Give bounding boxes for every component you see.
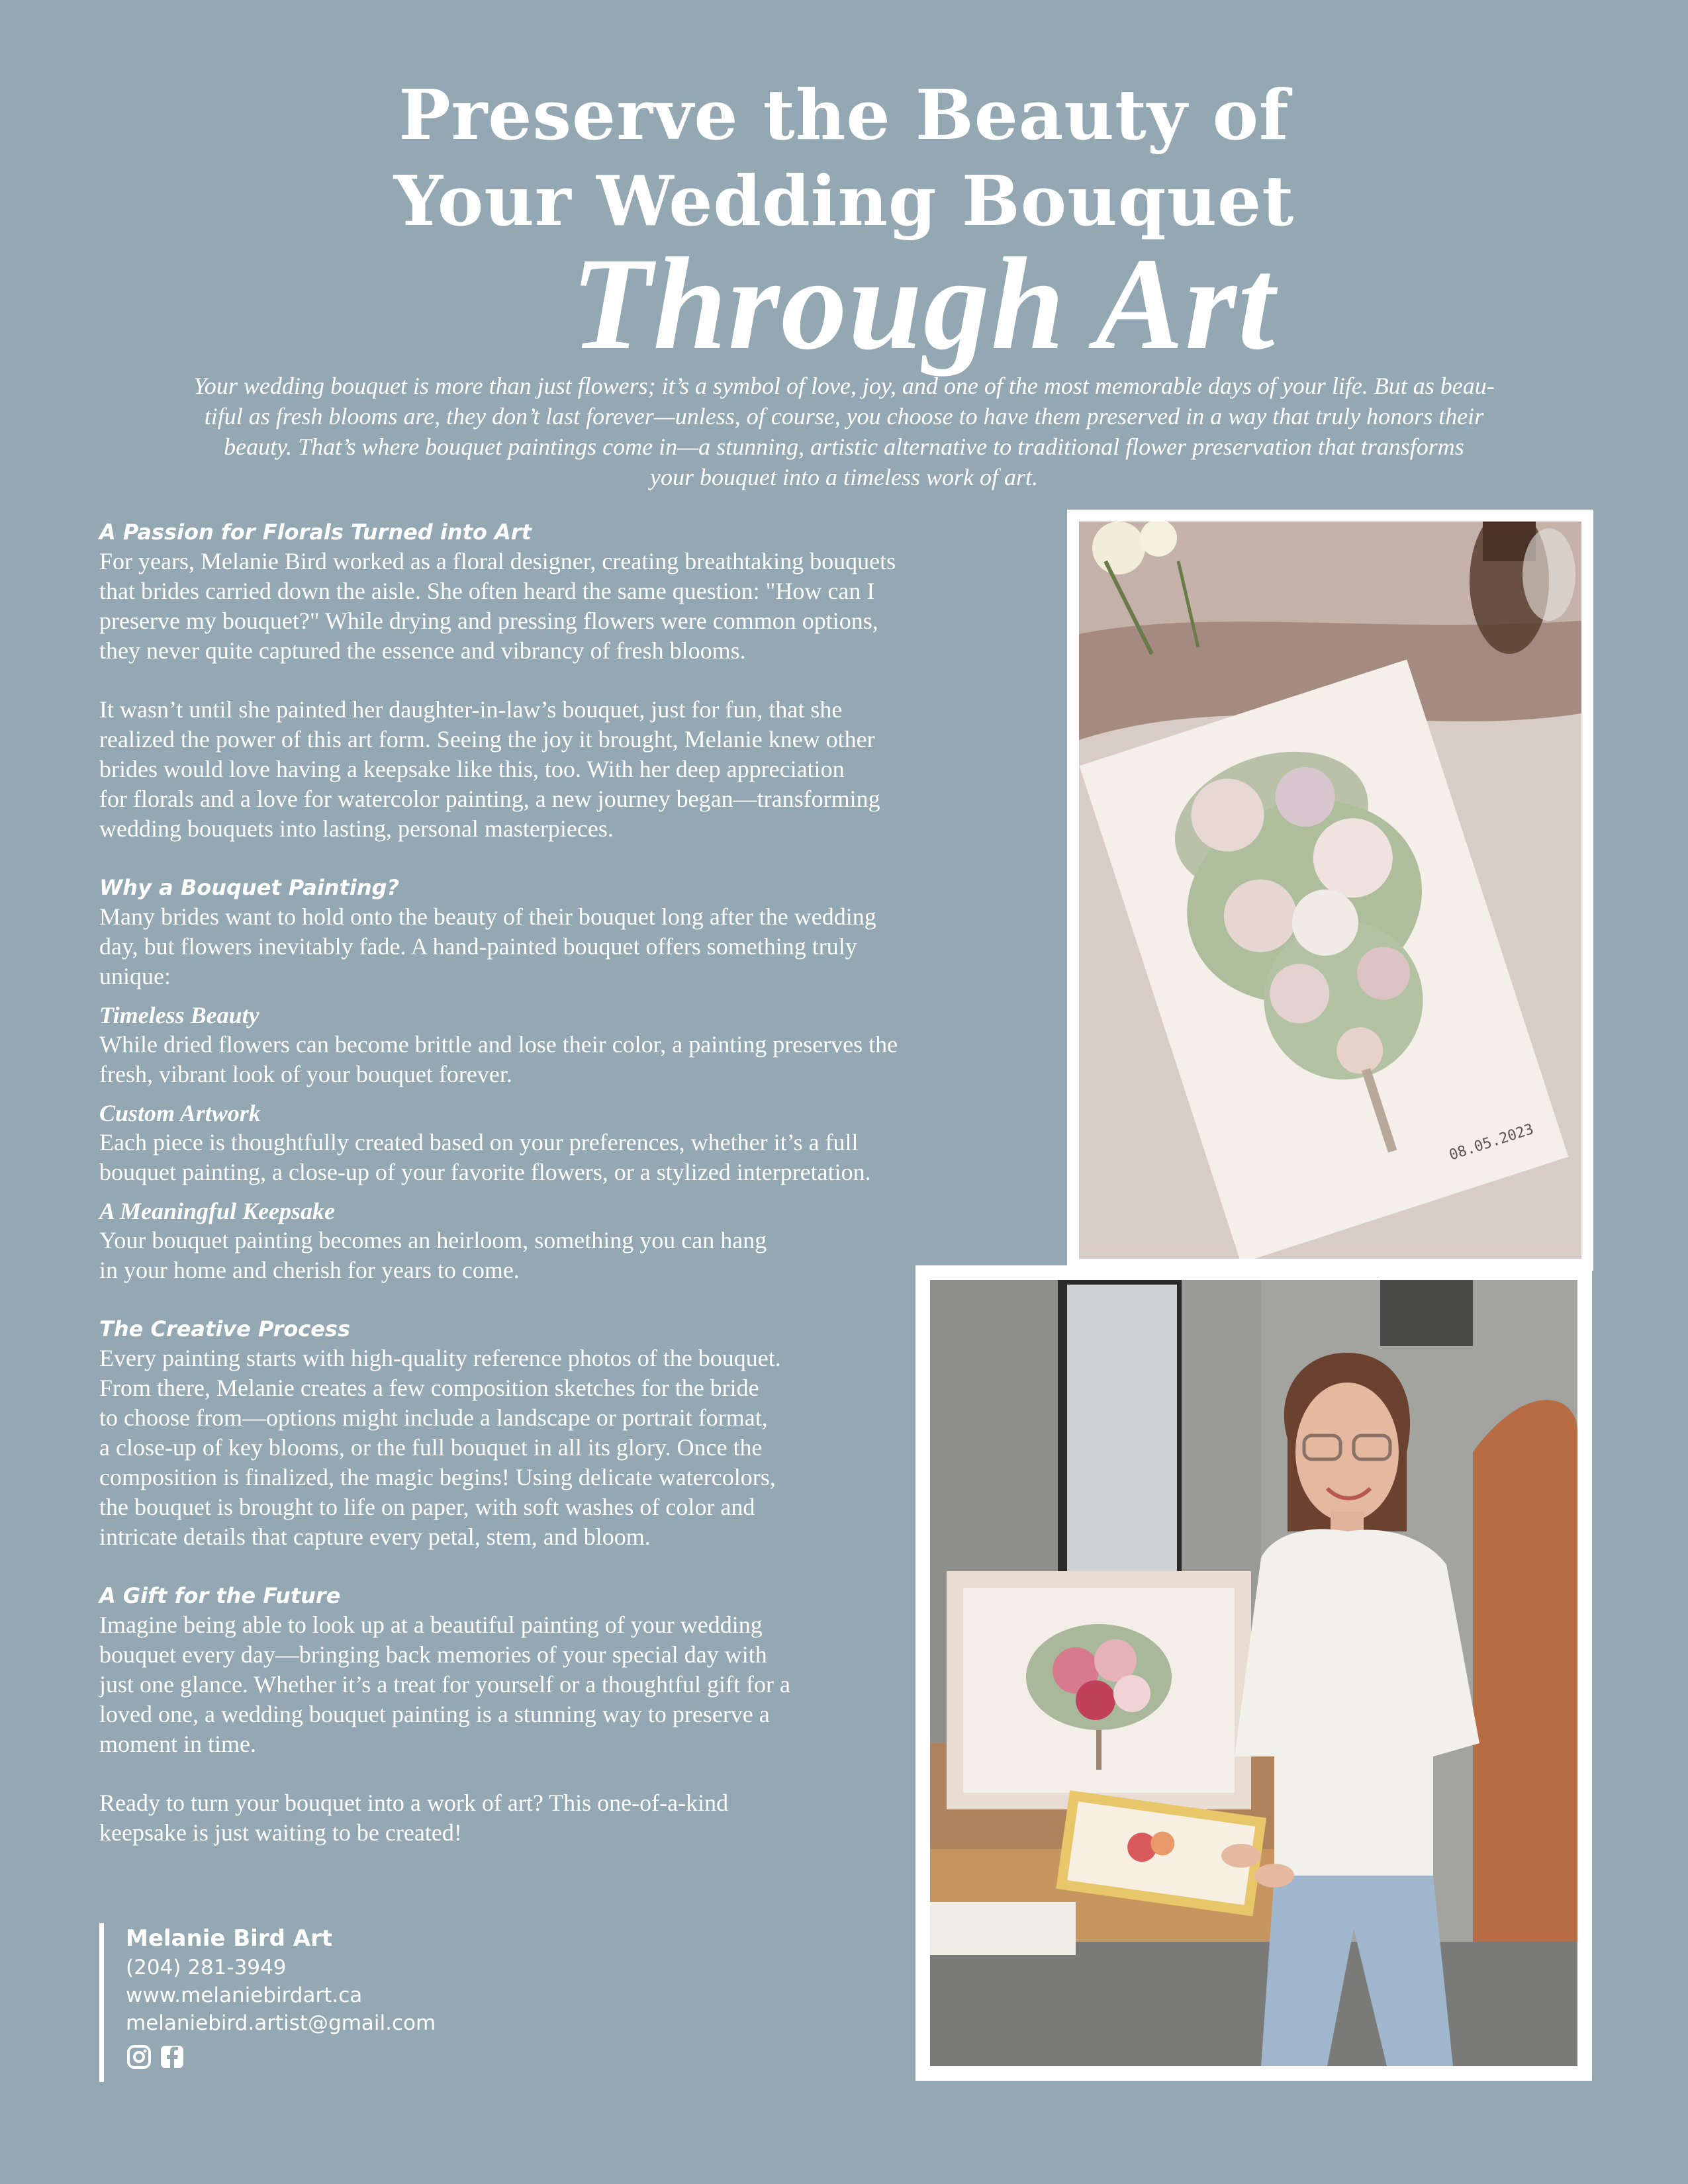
text-line: preserve my bouquet?" While drying and pressing flowers were common options, (99, 608, 878, 634)
contact-email[interactable]: melaniebird.artist@gmail.com (126, 2011, 436, 2035)
text-line: moment in time. (99, 1731, 256, 1757)
contact-phone[interactable]: (204) 281-3949 (126, 1956, 287, 1979)
section-heading-gift: A Gift for the Future (99, 1583, 341, 1608)
text-line: Each piece is thoughtfully created based on your preferences, whether it’s a full (99, 1129, 859, 1156)
paragraph-process (99, 1343, 1033, 1552)
contact-website[interactable]: www.melaniebirdart.ca (126, 1983, 363, 2007)
title-line-2: Your Wedding Bouquet (393, 160, 1295, 242)
text-line: For years, Melanie Bird worked as a floral designer, creating breathtaking bouquets (99, 548, 896, 574)
contact-block (99, 1923, 436, 2082)
artist-portrait-photo (915, 1265, 1592, 2081)
text-line: Your bouquet painting becomes an heirloom, something you can hang (99, 1227, 767, 1253)
paragraph-passion-1 (99, 547, 1033, 666)
intro-paragraph (156, 371, 1532, 492)
text-line: in your home and cherish for years to come. (99, 1257, 520, 1283)
facebook-icon[interactable] (159, 2044, 185, 2070)
text-line: loved one, a wedding bouquet painting is a stunning way to preserve a (99, 1701, 770, 1727)
painting-date-text: 08.05.2023 (1447, 1120, 1536, 1164)
instagram-icon[interactable] (126, 2044, 152, 2070)
text-line: Many brides want to hold onto the beauty of their bouquet long after the wedding (99, 903, 876, 930)
contact-name: Melanie Bird Art (126, 1925, 333, 1952)
text-line: realized the power of this art form. Seeing the joy it brought, Melanie knew other (99, 726, 875, 752)
title-line-3: Through Art (571, 231, 1276, 377)
text-line: just one glance. Whether it’s a treat for yourself or a thoughtful gift for a (99, 1671, 790, 1698)
text-line: for florals and a love for watercolor painting, a new journey began—transforming (99, 786, 880, 812)
subheading-keepsake: A Meaningful Keepsake (99, 1198, 336, 1224)
text-line: the bouquet is brought to life on paper, with soft washes of color and (99, 1494, 755, 1520)
paragraph-gift-1 (99, 1610, 1033, 1759)
bouquet-painting-illustration (1079, 522, 1581, 1259)
paragraph-why (99, 902, 1033, 991)
text-line: Ready to turn your bouquet into a work of art? This one-of-a-kind (99, 1790, 729, 1816)
section-heading-why: Why a Bouquet Painting? (99, 875, 400, 900)
bouquet-painting-image (1079, 522, 1581, 1259)
artist-portrait-image (930, 1280, 1577, 2066)
text-line: Imagine being able to look up at a beautiful painting of your wedding (99, 1612, 763, 1638)
text-line: Every painting starts with high-quality reference photos of the bouquet. (99, 1345, 781, 1371)
section-heading-passion: A Passion for Florals Turned into Art (99, 520, 532, 545)
text-line: day, but flowers inevitably fade. A hand-painted bouquet offers something truly (99, 933, 857, 960)
social-icons (126, 2044, 436, 2070)
title-line-1: Preserve the Beauty of (399, 74, 1289, 156)
intro-line: Your wedding bouquet is more than just flowers; it’s a symbol of love, joy, and one of the most memorable days of your life. But as beau- (193, 373, 1495, 399)
text-line: intricate details that capture every petal, stem, and bloom. (99, 1524, 651, 1550)
artist-portrait-illustration (930, 1280, 1577, 2066)
intro-line: beauty. That’s where bouquet paintings come in—a stunning, artistic alternative to traditional flower preservation that transforms (224, 433, 1464, 460)
subheading-timeless: Timeless Beauty (99, 1002, 259, 1028)
text-line: that brides carried down the aisle. She often heard the same question: "How can I (99, 578, 875, 604)
section-heading-process: The Creative Process (99, 1316, 350, 1342)
bouquet-painting-photo (1067, 510, 1593, 1271)
subheading-custom: Custom Artwork (99, 1100, 261, 1126)
text-line: brides would love having a keepsake like this, too. With her deep appreciation (99, 756, 845, 782)
paragraph-custom (99, 1128, 1033, 1187)
text-line: keepsake is just waiting to be created! (99, 1819, 462, 1846)
article-body (99, 518, 1033, 1848)
text-line: unique: (99, 963, 171, 989)
text-line: From there, Melanie creates a few composition sketches for the bride (99, 1375, 759, 1401)
intro-line: tiful as fresh blooms are, they don’t last forever—unless, of course, you choose to have them preserved in a way that truly honors their (204, 403, 1484, 430)
text-line: to choose from—options might include a landscape or portrait format, (99, 1404, 768, 1431)
text-line: wedding bouquets into lasting, personal masterpieces. (99, 815, 614, 842)
text-line: composition is finalized, the magic begins! Using delicate watercolors, (99, 1464, 776, 1490)
text-line: a close-up of key blooms, or the full bouquet in all its glory. Once the (99, 1434, 763, 1461)
paragraph-keepsake (99, 1226, 1033, 1285)
text-line: It wasn’t until she painted her daughter-in-law’s bouquet, just for fun, that she (99, 696, 843, 723)
text-line: fresh, vibrant look of your bouquet forever. (99, 1061, 512, 1087)
text-line: bouquet every day—bringing back memories of your special day with (99, 1641, 767, 1668)
paragraph-passion-2 (99, 695, 1033, 844)
text-line: While dried flowers can become brittle and lose their color, a painting preserves the (99, 1031, 898, 1058)
paragraph-gift-2 (99, 1788, 1033, 1848)
text-line: they never quite captured the essence and vibrancy of fresh blooms. (99, 637, 746, 664)
text-line: bouquet painting, a close-up of your favorite flowers, or a stylized interpretation. (99, 1159, 871, 1185)
intro-line: your bouquet into a timeless work of art. (650, 464, 1038, 490)
paragraph-timeless (99, 1030, 1033, 1089)
